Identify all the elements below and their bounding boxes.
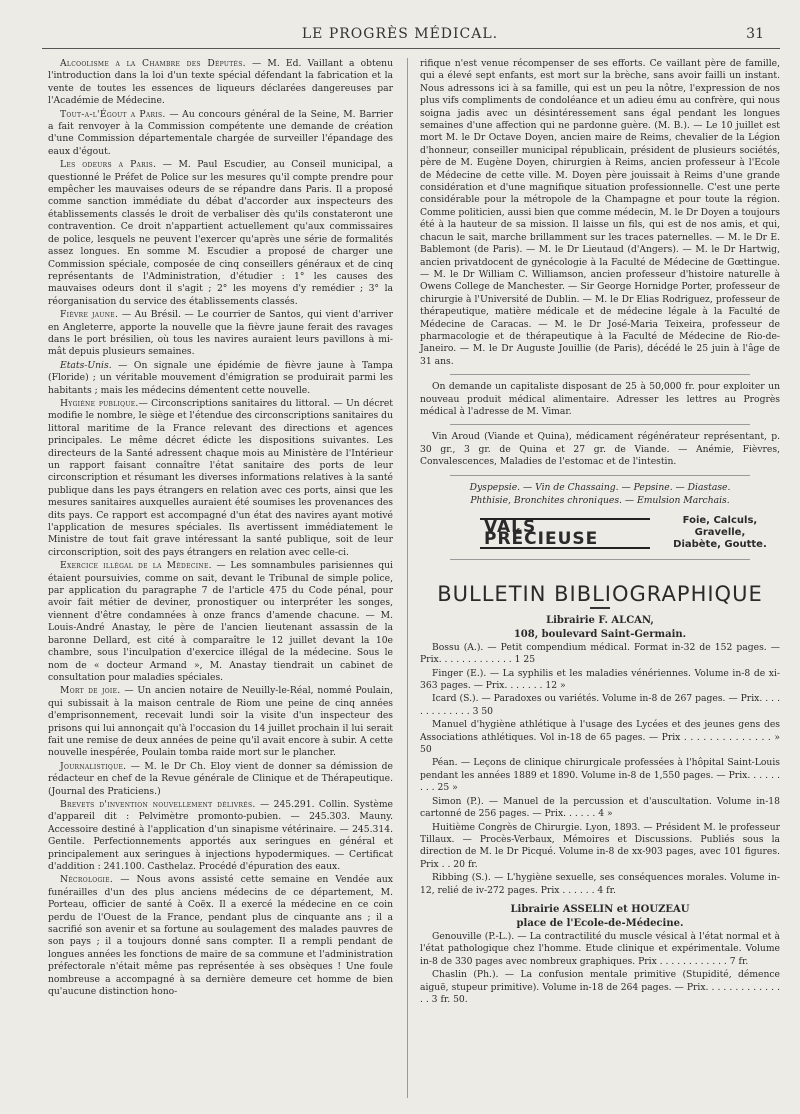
- bulletin-title: BULLETIN BIBLIOGRAPHIQUE: [437, 582, 763, 607]
- ad-vals: [480, 515, 780, 551]
- book-entry: Huitième Congrès de Chirurgie. Lyon, 1893. — Président M. le professeur Tillaux. — Procès-Verbaux, Mémoires et Discussions. Publiés sous la direction de M. le Dr Picqué. Volume in-8 de xx-903 pages, avec 101 figures. Prix . . 20 fr.: [420, 821, 780, 870]
- header-rule: [42, 48, 780, 49]
- vals-brand: VALS PRÉCIEUSE: [480, 518, 650, 549]
- obituary-continued: rifique n'est venue récompenser de ses efforts. Ce vaillant père de famille, qui a élevé sept enfants, est mort sur la brèche, sans avoir failli un instant. Nous adressons ici à sa famille, qui est un peu la nôtre, l'expression de nos plus vifs compliments de condoléance et un adieu ému au confrère, qui nous soigna jadis avec un désintéressement sans égal pendant les longues semaines d'une affection qui ne pardonne guère. (M. B.). — Le 10 juillet est mort M. le Dr Octave Doyen, ancien maire de Reims, chevalier de la Légion d'honneur, conseiller municipal républicain, président de plusieurs sociétés, père de M. Eugène Doyen, chirurgien à Reims, ancien professeur à l'Ecole de Médecine de cette ville. M. Doyen père jouissait à Reims d'une grande considération et d'une magnifique situation professionnelle. C'est une perte considérable pour la métropole de la Champagne et pour toute la région. Comme politicien, aussi bien que comme médecin, M. le Dr Doyen a toujours été à la hauteur de sa mission. Il laisse un fils, qui est de nos amis, et qui, chacun le sait, marche brillamment sur les traces paternelles. — M. le Dr E. Bablemont (de Paris). — M. le Dr Lieutaud (d'Angers). — M. le Dr Hartwig, ancien privatdocent de gynécologie à la Faculté de Médecine de Gœttingue. — M. le Dr William C. Williamson, ancien professeur d'histoire naturelle à Owens College de Manchester. — Sir George Hornidge Porter, professeur de chirurgie à l'Université de Dublin. — M. le Dr Elias Rodriguez, professeur de thérapeutique, matière médicale et de médecine légale à la Faculté de Médecine de Caracas. — M. le Dr José-Maria Teixeira, professeur de pharmacologie et de thérapeutique à la Faculté de Médecine de Rio-de-Janeiro. — M. le Dr Auguste Jouillie (de Paris), décédé le 25 juin à l'âge de 31 ans.: [420, 58, 780, 367]
- left-column: [48, 58, 393, 999]
- book-entry: Finger (E.). — La syphilis et les maladies vénériennes. Volume in-8 de xi-363 pages. — Prix. . . . . . . 12 »: [420, 667, 780, 692]
- book-entry: Manuel d'hygiène athlétique à l'usage des Lycées et des jeunes gens des Associations athlétiques. Vol in-18 de 65 pages. — Prix . . . . . . . . . . . . . . » 50: [420, 719, 780, 756]
- news-item: Hygiène publique.— Circonscriptions sanitaires du littoral. — Un décret modifie le nombre, le siège et l'étendue des circonscriptions sanitaires du littoral maritime de la France relevant des directions et agences principales. Le même décret édicte les dispositions suivantes. Les directeurs de la Santé adressent chaque mois au Ministère de l'Intérieur un rapport faisant connaître l'état sanitaire des ports de leur circonscription et résumant les diverses informations relatives à la santé publique dans les pays étrangers en relation avec ces ports, ainsi que les mesures sanitaires auxquelles auraient été soumises les provenances des dits pays. Ce rapport est accompagné d'un état des navires ayant motivé l'application de mesures spéciales. Ils avertissent immédiatement le Ministre de tout fait grave intéressant la santé publique, soit de leur circonscription, soit des pays étrangers en relation avec celle-ci.: [48, 397, 393, 558]
- page-header: [0, 0, 800, 46]
- news-item: Exercice illégal de la Médecine. — Les somnambules parisiennes qui étaient poursuivies, comme on sait, devant le Tribunal de simple police, par application du paragraphe 7 de l'article 475 du Code pénal, pour avoir fait métier de deviner, pronostiquer ou interpréter les songes, viennent d'être condamnées à onze francs d'amende chacune. — M. Louis-André Anastay, le père de l'ancien lieutenant assassin de la baronne Dellard, est cité à comparaître le 12 juillet devant la 10e chambre, sous l'inculpation d'exercice illégal de la médecine. Sous le nom de « docteur Armand », M. Anastay tiendrait un cabinet de consultation pour maladies spéciales.: [48, 560, 393, 683]
- publisher-address: place de l'Ecole-de-Médecine.: [516, 917, 684, 929]
- ad-vin-aroud: Vin Aroud (Viande et Quina), médicament régénérateur représentant, p. 30 gr., 3 gr. de Quina et 27 gr. de Viande. — Anémie, Fièvres, Convalescences, Maladies de l'estomac et de l'intestin.: [420, 431, 780, 468]
- book-entry: Genouville (P.-L.). — La contractilité du muscle vésical à l'état normal et à l'état pathologique chez l'homme. Etude clinique et expérimentale. Volume in-8 de 330 pages avec nombreux graphiques. Prix . . . . . . . . . . . . 7 fr.: [420, 930, 780, 967]
- title-dash: [590, 607, 610, 609]
- book-entry: Simon (P.). — Manuel de la percussion et d'auscultation. Volume in-18 cartonné de 256 pages. — Prix. . . . . . 4 »: [420, 795, 780, 820]
- book-entry: Chaslin (Ph.). — La confusion mentale primitive (Stupidité, démence aiguë, stupeur primitive). Volume in-18 de 264 pages. — Prix. . . . . . . . . . . . . . . 3 fr. 50.: [420, 969, 780, 1005]
- separator: [450, 424, 750, 425]
- news-item: Alcoolisme a la Chambre des Députés. — M. Ed. Vaillant a obtenu l'introduction dans la loi d'un texte spécial défendant la fabrication et la vente de toutes les essences de liqueurs déclarées dangereuses par l'Académie de Médecine.: [48, 58, 393, 107]
- news-item: Tout-a-l'Égout a Paris. — Au concours général de la Seine, M. Barrier a fait renvoyer à la Commission compétente une demande de création d'une Commission départementale chargée de surveiller l'épandage des eaux d'égout.: [48, 108, 393, 157]
- book-entry: Ribbing (S.). — L'hygiène sexuelle, ses conséquences morales. Volume in-12, relié de iv-272 pages. Prix . . . . . . 4 fr.: [420, 872, 780, 896]
- news-item: Etats-Unis. — On signale une épidémie de fièvre jaune à Tampa (Floride) ; un véritable mouvement d'émigration se produirait parmi les habitants ; mais les médecins démentent cette nouvelle.: [48, 359, 393, 396]
- separator: [450, 374, 750, 375]
- news-item: Journalistique. — M. le Dr Ch. Eloy vient de donner sa démission de rédacteur en chef de la Revue générale de Clinique et de Thérapeutique. (Journal des Praticiens.): [48, 760, 393, 797]
- column-divider: [407, 58, 408, 1098]
- news-item: Les odeurs a Paris. — M. Paul Escudier, au Conseil municipal, a questionné le Préfet de Police sur les mesures qu'il compte prendre pour empêcher les mauvaises odeurs de se répandre dans Paris. Il a proposé comme sanction immédiate du débat d'accorder aux inspecteurs des établissements classés le droit de verbaliser dès qu'ils constateront une contravention. Ce droit n'appartient actuellement qu'aux commissaires de police, lesquels ne peuvent l'exercer qu'après une série de formalités assez longues. En somme M. Escudier a proposé de charger une Commission spéciale, composée de cinq conseillers généraux et de cinq représentants de l'Administration, d'étudier : 1° les causes des mauvaises odeurs dont il s'agit ; 2° les moyens d'y remédier ; 3° la réorganisation du service des établissements classés.: [48, 159, 393, 307]
- right-column: [420, 58, 780, 1007]
- news-item: Mort de joie. — Un ancien notaire de Neuilly-le-Réal, nommé Poulain, qui subissait à la maison centrale de Riom une peine de cinq années d'emprisonnement, recevait lundi soir la visite d'un inspecteur des prisons qui lui annonçait qu'à l'occasion du 14 juillet prochain il lui serait fait une remise de deux années de peine qu'il avait encore à subir. A cette nouvelle inespérée, Poulain tomba raide mort sur le plancher.: [48, 685, 393, 759]
- publisher-address: 108, boulevard Saint-Germain.: [513, 628, 687, 640]
- vals-description: Foie, Calculs, Gravelle, Diabète, Goutte.: [673, 515, 767, 551]
- separator: [450, 559, 750, 560]
- publisher-name: Librairie F. ALCAN,: [546, 614, 654, 626]
- separator: [450, 475, 750, 476]
- book-entry: Icard (S.). — Paradoxes ou variétés. Volume in-8 de 267 pages. — Prix. . . . . . . . . . . . . 3 50: [420, 693, 780, 717]
- ad-capitaliste: On demande un capitaliste disposant de 25 à 50,000 fr. pour exploiter un nouveau produit médical alimentaire. Adresser les lettres au Progrès médical à l'adresse de M. Vimar.: [420, 381, 780, 417]
- news-item: Nécrologie. — Nous avons assisté cette semaine en Vendée aux funérailles d'un des plus anciens médecins de ce département, M. Porteau, officier de santé à Coëx. Il a exercé la médecine en ce coin perdu de l'Ouest de la France, pendant plus de cinquante ans ; il a sacrifié son avenir et sa fortune au soulagement des malades pauvres de son pays ; il a toujours donné sans compter. Il a rempli pendant de longues années les fonctions de maire de sa commune et l'administration préfectorale n'était même pas représentée à ses obsèques ! Une foule nombreuse a accompagné à sa dernière demeure cet homme de bien qu'aucune distinction hono-: [48, 874, 393, 998]
- journal-title: LE PROGRÈS MÉDICAL.: [301, 26, 499, 42]
- ad-phthisie: Phthisie, Bronchites chroniques. — Emulsion Marchais.: [470, 495, 730, 506]
- publisher-name: Librairie ASSELIN et HOUZEAU: [510, 903, 690, 915]
- news-item: Brevets d'invention nouvellement délivrés. — 245.291. Collin. Système d'appareil dit : Pelvimètre promonto-pubien. — 245.303. Mauny. Accessoire destiné à l'application d'un sinapisme vétérinaire. — 245.314. Gentile. Perfectionnements apportés aux seringues en général et principalement aux seringues à injections hypodermiques. — Certificat d'addition : 241.100. Casthelaz. Procédé d'épuration des eaux.: [48, 798, 393, 872]
- book-entry: Péan. — Leçons de clinique chirurgicale professées à l'hôpital Saint-Louis pendant les années 1889 et 1890. Volume in-8 de 1,550 pages. — Prix. . . . . . . . . 25 »: [420, 757, 780, 794]
- news-item: Fièvre jaune. — Au Brésil. — Le courrier de Santos, qui vient d'arriver en Angleterre, apporte la nouvelle que la fièvre jaune ferait des ravages dans le port brésilien, où tous les navires auraient leurs pavillons à mi-mât depuis plusieurs semaines.: [48, 309, 393, 358]
- book-entry: Bossu (A.). — Petit compendium médical. Format in-32 de 152 pages. — Prix. . . . . . . . . . . . . 1 25: [420, 641, 780, 666]
- ad-dyspepsie: Dyspepsie. — Vin de Chassaing. — Pepsine. — Diastase.: [469, 481, 731, 493]
- page-number: 31: [746, 26, 764, 42]
